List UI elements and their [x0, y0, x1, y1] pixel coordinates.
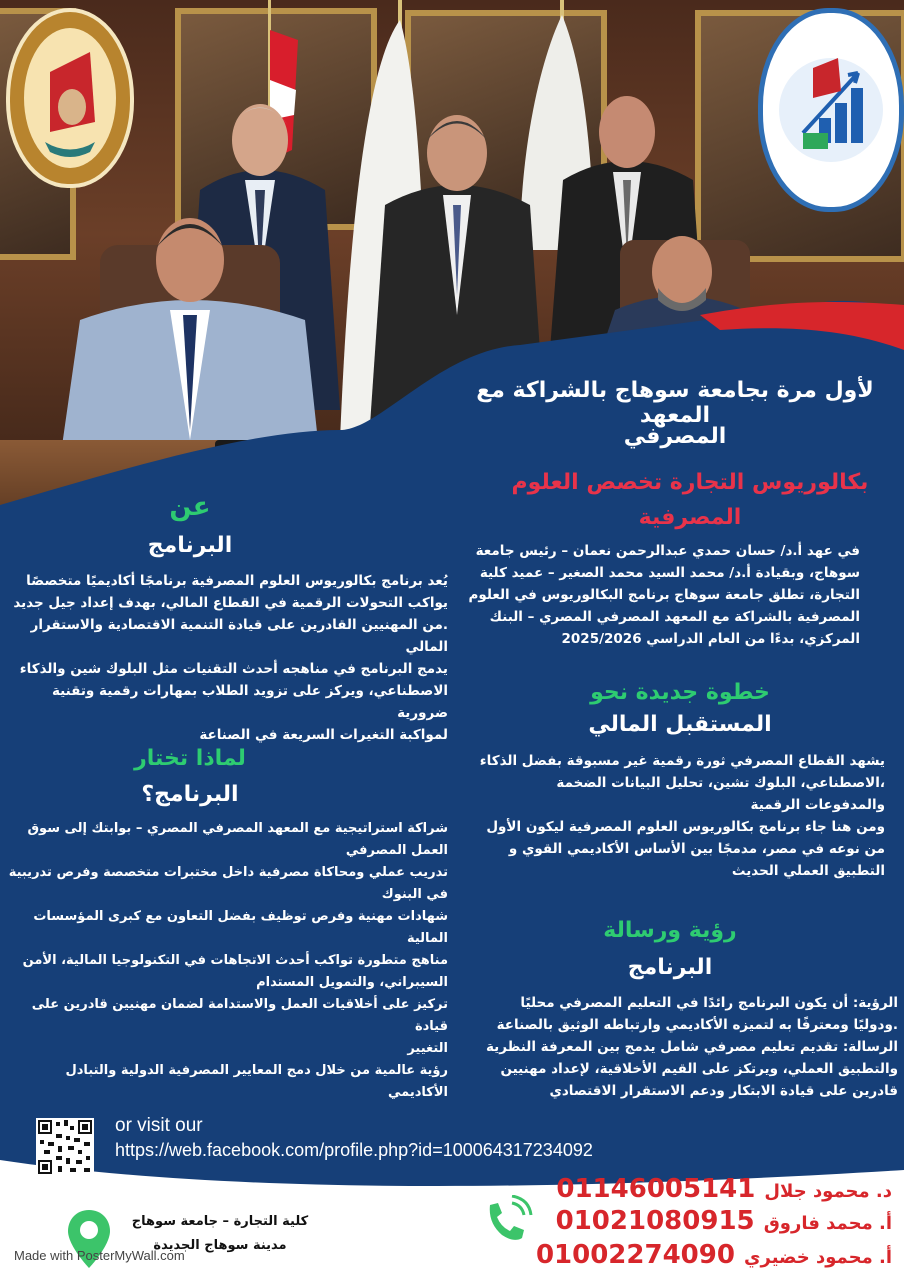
about-line: .من المهنيين القادرين على قيادة التنمية الاقتصادية والاستقرار المالي — [30, 617, 448, 655]
contact-line-1 — [556, 1174, 892, 1204]
step-line: يشهد القطاع المصرفي ثورة رقمية غير مسبوقة بفضل الذكاء — [479, 753, 885, 769]
headline-line1: لأول مرة بجامعة سوهاج بالشراكة مع المعهد — [476, 378, 874, 428]
location-line2: مدينة سوهاج الجديدة — [153, 1238, 287, 1253]
intro-line: المركزي، بدءًا من العام الدراسي 2025/2026 — [561, 631, 860, 647]
step-title: خطوة جديدة نحو — [590, 680, 770, 705]
contact-phone[interactable]: 01002274090 — [535, 1240, 735, 1270]
why-subtitle: البرنامج؟ — [141, 782, 239, 807]
step-line: من نوعه في مصر، مدمجًا بين الأساس الأكاديمي القوي و — [508, 841, 885, 857]
contact-phone[interactable]: 01021080915 — [555, 1206, 755, 1236]
step-line: والمدفوعات الرقمية — [750, 797, 885, 813]
about-line: يواكب التحولات الرقمية في القطاع المالي، بهدف إعداد جيل جديد — [13, 595, 448, 611]
step-text — [455, 750, 885, 882]
about-line: يُعد برنامج بكالوريوس العلوم المصرفية برنامجًا أكاديميًا متخصصًا — [26, 573, 448, 589]
vision-text — [458, 992, 898, 1102]
intro-text — [455, 540, 860, 650]
about-line: لمواكبة التغيرات السريعة في الصناعة — [199, 727, 448, 743]
why-line: شراكة استراتيجية مع المعهد المصرفي المصري – بوابتك إلى سوق — [27, 821, 448, 836]
vision-subtitle: البرنامج — [627, 955, 713, 980]
vision-line: .ودوليًا ومعترفًا به لتميزه الأكاديمي وارتباطه الوثيق بالصناعة — [496, 1017, 898, 1033]
vision-line: الرسالة: تقديم تعليم مصرفي شامل يدمج بين المعرفة النظرية — [485, 1039, 898, 1055]
about-text — [8, 570, 448, 746]
step-line: ،الاصطناعي، البلوك تشين، تحليل البيانات الضخمة — [556, 775, 885, 791]
why-line: التغيير — [407, 1041, 448, 1056]
footer — [0, 1174, 904, 1280]
contact-name: أ. محمد فاروق — [763, 1213, 892, 1234]
visit-label: or visit our — [115, 1115, 203, 1136]
vision-title: رؤية ورسالة — [603, 918, 737, 943]
why-line: شهادات مهنية وفرص توظيف بفضل التعاون مع كبرى المؤسسات — [33, 909, 448, 924]
intro-line: المصرفية بالشراكة مع المعهد المصرفي المصري – البنك — [489, 609, 860, 625]
facebook-link[interactable]: https://web.facebook.com/profile.php?id=100064317234092 — [115, 1140, 593, 1160]
about-title: عن — [169, 492, 211, 522]
why-line: تدريب عملي ومحاكاة مصرفية داخل مختبرات متخصصة وفرص تدريبية — [8, 865, 448, 880]
location-line1: كلية التجارة – جامعة سوهاج — [131, 1214, 309, 1229]
headline-line2: المصرفي — [623, 424, 727, 449]
why-line: في البنوك — [381, 887, 448, 902]
intro-line: التجارة، تطلق جامعة سوهاج برنامج البكالوريوس في العلوم — [468, 587, 860, 603]
why-line: تركيز على أخلاقيات العمل والاستدامة لضمان مهنيين قادرين على قيادة — [31, 997, 448, 1034]
intro-line: سوهاج، وبقيادة أ.د/ محمد السيد محمد الصغير – عميد كلية — [479, 565, 860, 581]
vision-line: والتطبيق العملي، ويرتكز على القيم الأخلاقية، لإعداد مهنيين — [500, 1061, 898, 1077]
why-line: المالية — [406, 931, 448, 946]
why-line: مناهج متطورة تواكب أحدث الاتجاهات في التكنولوجيا المالية، الأمن — [22, 953, 448, 968]
why-line: رؤية عالمية من خلال دمج المعايير المصرفية الدولية والتبادل الأكاديمي — [65, 1063, 448, 1100]
step-line: التطبيق العملي الحديث — [731, 863, 885, 879]
about-line: الاصطناعي، ويركز على تزويد الطلاب بمهارات رقمية وتقنية ضرورية — [51, 683, 448, 721]
step-subtitle: المستقبل المالي — [588, 712, 772, 737]
qr-code-icon[interactable] — [36, 1118, 94, 1176]
why-text — [8, 818, 448, 1104]
about-line: يدمج البرنامج في مناهجه أحدث التقنيات مثل البلوك شين والذكاء — [19, 661, 448, 677]
contact-line-3 — [536, 1240, 892, 1270]
contact-line-2 — [556, 1206, 892, 1236]
vision-line: الرؤية: أن يكون البرنامج رائدًا في التعليم المصرفي محليًا — [520, 995, 898, 1011]
contact-phone[interactable]: 01146005141 — [556, 1174, 756, 1204]
why-line: السيبراني، والتمويل المستدام — [256, 975, 448, 990]
intro-line: في عهد أ.د/ حسان حمدي عبدالرحمن نعمان – رئيس جامعة — [475, 543, 860, 559]
headline-subtitle-line2: المصرفية — [638, 505, 742, 530]
contact-name: د. محمود جلال — [764, 1181, 892, 1202]
watermark: Made with PosterMyWall.com — [14, 1248, 185, 1263]
contact-name: أ. محمود خضيري — [744, 1247, 892, 1268]
vision-line: قادرين على قيادة الابتكار ودعم الاستقرار الاقتصادي — [549, 1083, 898, 1099]
phone-call-icon — [478, 1195, 534, 1245]
headline-subtitle-line1: بكالوريوس التجارة تخصص العلوم — [511, 470, 869, 495]
why-title: لماذا تختار — [134, 746, 246, 771]
step-line: ومن هنا جاء برنامج بكالوريوس العلوم المصرفية ليكون الأول — [486, 819, 885, 835]
why-line: العمل المصرفي — [345, 843, 448, 858]
about-subtitle: البرنامج — [147, 533, 233, 558]
